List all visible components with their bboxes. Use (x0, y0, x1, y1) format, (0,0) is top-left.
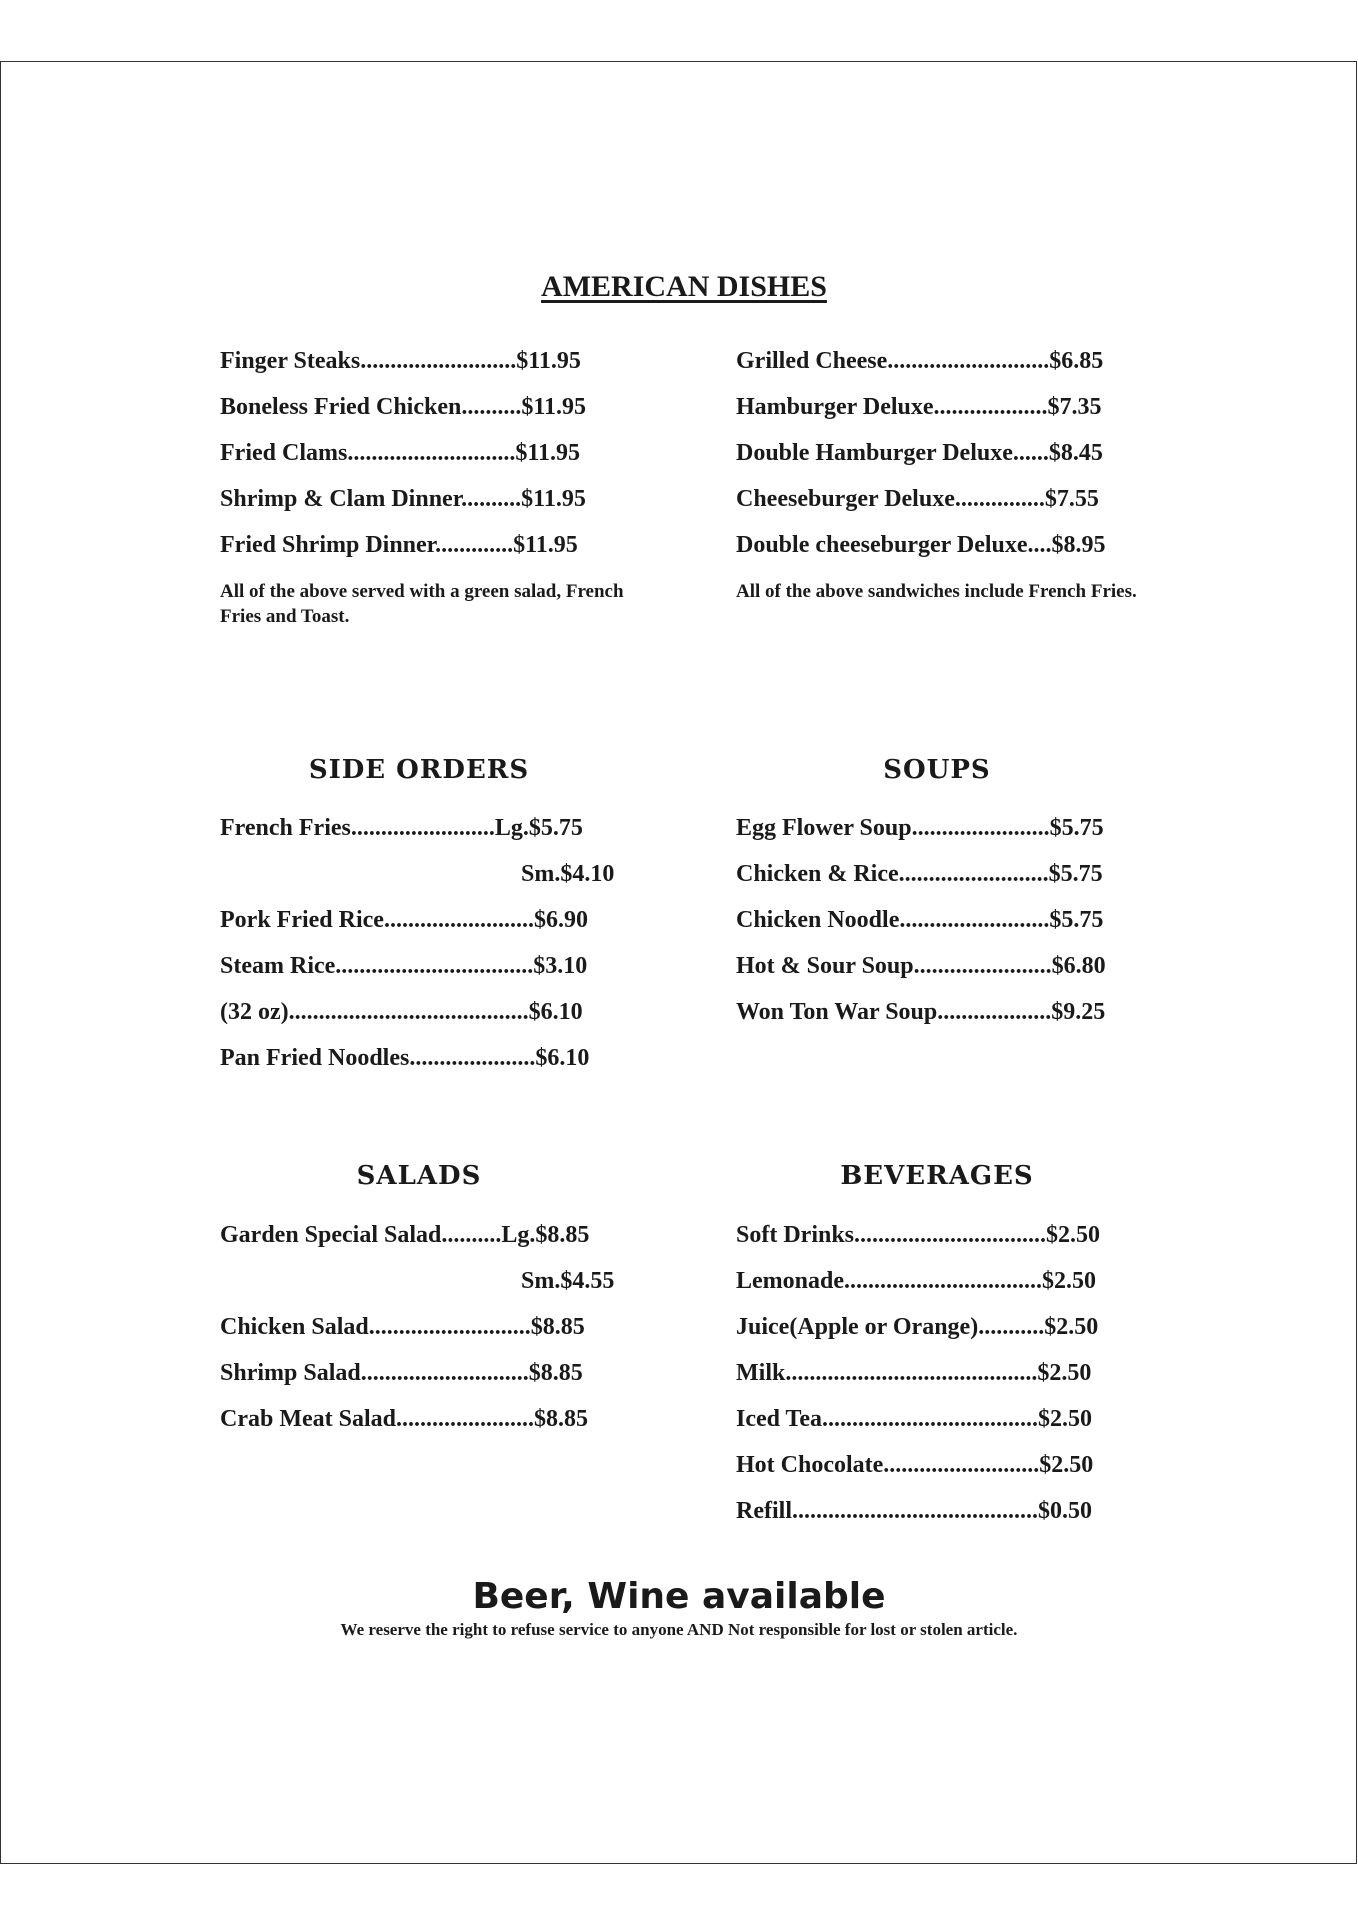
menu-item: Hot & Sour Soup.......................$6.80 (736, 953, 1106, 979)
american-left-note: All of the above served with a green salad, French Fries and Toast. (220, 581, 624, 627)
menu-item: Egg Flower Soup.......................$5.75 (736, 815, 1104, 841)
menu-item: Milk..........................................$2.50 (736, 1360, 1092, 1386)
side-orders-title: SIDE ORDERS (308, 755, 530, 785)
menu-item: Steam Rice.................................$3.10 (220, 953, 588, 979)
menu-item: Chicken Salad...........................$8.85 (220, 1314, 585, 1340)
menu-item: Double Hamburger Deluxe......$8.45 (736, 440, 1103, 466)
menu-item: Pork Fried Rice.........................$6.90 (220, 907, 588, 933)
beer-wine-notice: Beer, Wine available (472, 1576, 886, 1617)
menu-item: Sm.$4.10 (521, 861, 615, 887)
menu-item: Hot Chocolate..........................$2.50 (736, 1452, 1094, 1478)
menu-item: Finger Steaks..........................$11.95 (220, 348, 581, 374)
menu-item: Double cheeseburger Deluxe....$8.95 (736, 532, 1106, 558)
menu-item: Iced Tea....................................$2.50 (736, 1406, 1093, 1432)
disclaimer: We reserve the right to refuse service to anyone AND Not responsible for lost or stolen article. (340, 1620, 1018, 1639)
menu-item: Chicken Noodle.........................$5.75 (736, 907, 1104, 933)
menu-item: Shrimp Salad............................$8.85 (220, 1360, 583, 1386)
menu-item: Juice(Apple or Orange)...........$2.50 (736, 1314, 1099, 1340)
menu-item: Boneless Fried Chicken..........$11.95 (220, 394, 587, 420)
menu-item: Soft Drinks................................$2.50 (736, 1222, 1101, 1248)
american-dishes-title: AMERICAN DISHES (541, 270, 827, 303)
menu-item: Cheeseburger Deluxe...............$7.55 (736, 486, 1099, 512)
salads-title: SALADS (356, 1161, 482, 1191)
menu-item: Won Ton War Soup...................$9.25 (736, 999, 1106, 1025)
menu-item: Crab Meat Salad.......................$8.85 (220, 1406, 588, 1432)
menu-item: French Fries........................Lg.$5.75 (220, 815, 583, 841)
menu-item: (32 oz)........................................$6.10 (220, 999, 583, 1025)
menu-item: Pan Fried Noodles.....................$6.10 (220, 1045, 590, 1071)
menu-item: Lemonade.................................$2.50 (736, 1268, 1096, 1294)
menu-item: Refill.........................................$0.50 (736, 1498, 1092, 1524)
menu-item: Chicken & Rice.........................$5.75 (736, 861, 1103, 887)
menu-item: Grilled Cheese...........................$6.85 (736, 348, 1104, 374)
menu-item: Shrimp & Clam Dinner..........$11.95 (220, 486, 586, 512)
menu-item: Sm.$4.55 (521, 1268, 615, 1294)
menu-item: Fried Shrimp Dinner.............$11.95 (220, 532, 578, 558)
menu-item: Garden Special Salad..........Lg.$8.85 (220, 1222, 590, 1248)
american-right-note: All of the above sandwiches include French Fries. (736, 581, 1137, 602)
soups-title: SOUPS (883, 755, 991, 785)
menu-item: Fried Clams............................$11.95 (220, 440, 580, 466)
beverages-title: BEVERAGES (840, 1161, 1034, 1191)
menu-item: Hamburger Deluxe...................$7.35 (736, 394, 1102, 420)
